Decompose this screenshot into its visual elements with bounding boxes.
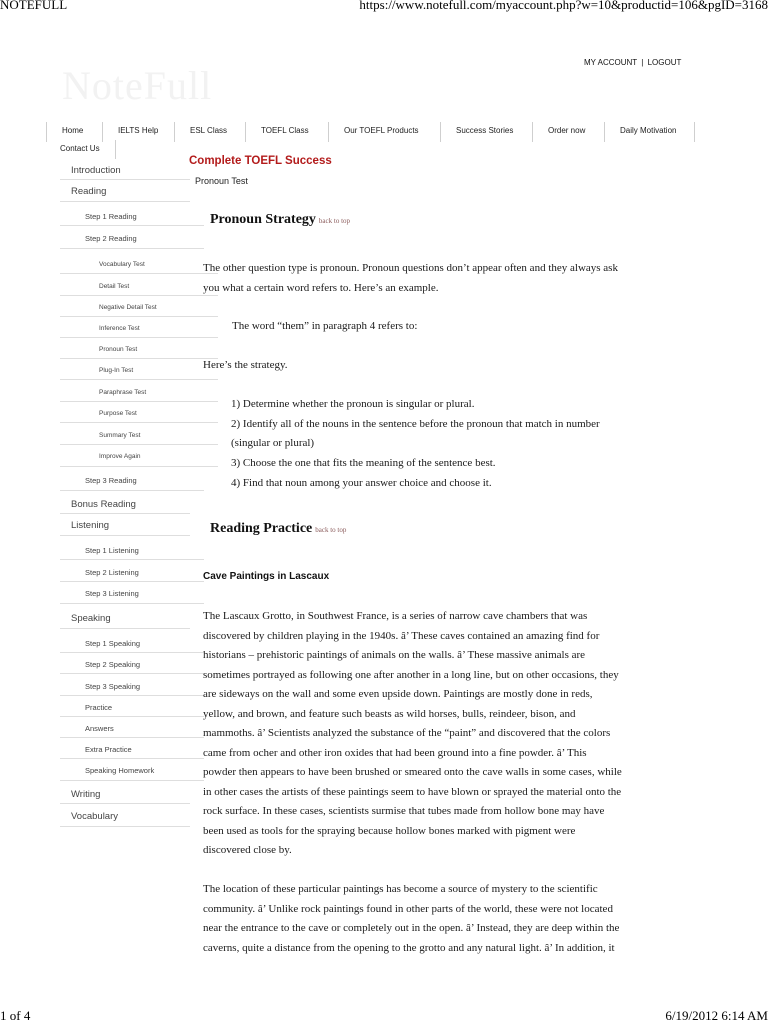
intro-line: you what a certain word refers to. Here’s an example. [203, 281, 439, 294]
nav-ielts-help[interactable]: IELTS Help [102, 122, 158, 142]
back-to-top-link[interactable]: back to top [318, 217, 351, 225]
url-bar[interactable]: https://www.notefull.com/myaccount.php?w=10&productid=106&pgID=3168 [359, 0, 768, 12]
passage-line: community. â’ Unlike rock paintings found in other parts of the world, these were not located [203, 902, 613, 915]
brand-title: Complete TOEFL Success [189, 155, 332, 167]
nav-toefl-class[interactable]: TOEFL Class [245, 122, 309, 142]
account-links [584, 58, 681, 67]
nav-success-stories[interactable]: Success Stories [440, 122, 513, 142]
passage-line: in other cases the artists of these paintings seem to have blown or sprayed the material onto the [203, 785, 622, 798]
sidebar-item-step2-speaking[interactable]: Step 2 Speaking [60, 655, 204, 674]
sidebar-item-step1-listening[interactable]: Step 1 Listening [60, 541, 204, 560]
passage-line: sometimes portrayed as following one after another in a long line, but on other occasions, they [203, 668, 619, 681]
sidebar-item-step3-reading[interactable]: Step 3 Reading [60, 471, 204, 491]
sidebar-item-vocabulary[interactable]: Vocabulary [60, 807, 190, 827]
passage-line: near the entrance to the cave or completely out in the open. â’ Instead, they are deep within the [203, 922, 620, 934]
sidebar-item-purpose-test[interactable]: Purpose Test [60, 404, 218, 423]
nav-divider [694, 122, 695, 142]
nav-contact-us[interactable]: Contact Us [60, 140, 116, 159]
passage-line: mammoths. â’ Scientists analyzed the substance of the “paint” and discovered that the colors [203, 727, 611, 739]
sidebar-item-extra-practice[interactable]: Extra Practice [60, 740, 204, 759]
passage-title: Cave Paintings in Lascaux [203, 571, 330, 582]
sidebar-item-negative-detail-test[interactable]: Negative Detail Test [60, 298, 218, 317]
sidebar-item-answers[interactable]: Answers [60, 719, 204, 738]
passage-line: historians – prehistoric paintings of animals on the walls. â’ These massive animals are [203, 649, 586, 661]
passage-line: powder then appears to have been brushed or smeared onto the cave walls in some cases, while [203, 766, 622, 778]
passage-line: are sideways on the wall and some even upside down. Paintings are mostly done in reds, [203, 688, 593, 700]
sidebar-item-step3-speaking[interactable]: Step 3 Speaking [60, 677, 204, 696]
strategy-steps-cont [231, 454, 681, 493]
sidebar-item-listening[interactable]: Listening [60, 516, 190, 536]
section-heading-strategy [210, 212, 350, 228]
sidebar-item-step2-reading[interactable]: Step 2 Reading [60, 229, 204, 249]
passage-line: discovered close by. [203, 844, 292, 856]
sidebar-item-plugin-test[interactable]: Plug-In Test [60, 361, 218, 380]
passage-line: yellow, and brown, and feature such beasts as wild horses, bulls, reindeer, bison, and [203, 707, 576, 720]
passage-line: been used as tools for the spraying because hollow bones marked with pigment were [203, 824, 576, 837]
back-to-top-link[interactable]: back to top [315, 526, 347, 534]
passage-line: caverns, quite a distance from the opening to the grotto and any natural light. â’ In addition, it [203, 941, 615, 954]
nav-toefl-products[interactable]: Our TOEFL Products [328, 122, 419, 142]
nav-esl-class[interactable]: ESL Class [174, 122, 227, 142]
site-logo[interactable]: NoteFull [62, 63, 213, 108]
practice-heading-text: Reading Practice [210, 521, 313, 536]
sidebar-item-step1-reading[interactable]: Step 1 Reading [60, 207, 204, 226]
print-datetime: 6/19/2012 6:14 AM [665, 1008, 768, 1023]
logout-link[interactable]: LOGOUT [647, 58, 682, 67]
passage-line: The Lascaux Grotto, in Southwest France, is a series of narrow cave chambers that was [203, 610, 588, 622]
passage-line: The location of these particular paintings has become a source of mystery to the scientific [203, 883, 598, 895]
page-number: 1 of 4 [0, 1008, 31, 1023]
nav-order-now[interactable]: Order now [532, 122, 585, 142]
sidebar-item-summary-test[interactable]: Summary Test [60, 426, 218, 445]
sidebar-item-reading[interactable]: Reading [60, 182, 190, 202]
sidebar-item-detail-test[interactable]: Detail Test [60, 277, 218, 296]
example-question: The word “them” in paragraph 4 refers to: [232, 320, 418, 332]
sidebar-item-speaking[interactable]: Speaking [60, 609, 190, 629]
sidebar-item-step3-listening[interactable]: Step 3 Listening [60, 584, 204, 604]
sidebar-item-inference-test[interactable]: Inference Test [60, 319, 218, 338]
tab-title: NOTEFULL [0, 0, 68, 12]
step-item-continued: (singular or plural) [231, 437, 315, 449]
intro-line: The other question type is pronoun. Pronoun questions don’t appear often and they always ask [203, 262, 618, 274]
sidebar-item-step2-listening[interactable]: Step 2 Listening [60, 563, 204, 582]
page-subtitle: Pronoun Test [195, 176, 248, 186]
step-item: 2) Identify all of the nouns in the sentence before the pronoun that match in number [231, 417, 600, 430]
sidebar-item-improve-again[interactable]: Improve Again [60, 447, 218, 467]
passage-line: came from ocher and other iron oxides that had been ground into a fine powder. â’ This [203, 746, 587, 759]
sidebar-item-pronoun-test[interactable]: Pronoun Test [60, 340, 218, 359]
sidebar-item-writing[interactable]: Writing [60, 785, 190, 804]
strategy-heading-text: Pronoun Strategy [210, 212, 316, 227]
step-item: 4) Find that noun among your answer choice and choose it. [231, 476, 492, 489]
passage-line: discovered by children playing in the 1940s. â’ These caves contained an amazing find for [203, 629, 600, 642]
nav-daily-motivation[interactable]: Daily Motivation [604, 122, 676, 142]
sidebar-item-bonus-reading[interactable]: Bonus Reading [60, 495, 190, 514]
step-item: 3) Choose the one that fits the meaning of the sentence best. [231, 457, 496, 469]
sidebar-item-step1-speaking[interactable]: Step 1 Speaking [60, 634, 204, 653]
strategy-steps [231, 395, 681, 434]
passage-line: rock surface. In these cases, scientists surmise that tubes made from hollow bone may have [203, 805, 605, 817]
sidebar-item-vocabulary-test[interactable]: Vocabulary Test [60, 255, 218, 274]
passage-paragraph-2 [203, 880, 681, 958]
strategy-intro: Here’s the strategy. [203, 359, 288, 371]
passage-paragraph-1 [203, 607, 681, 861]
intro-paragraph [203, 259, 681, 298]
sidebar-item-introduction[interactable]: Introduction [60, 161, 190, 180]
account-separator: | [641, 58, 644, 67]
nav-home[interactable]: Home [46, 122, 83, 142]
sidebar-item-practice[interactable]: Practice [60, 698, 204, 717]
main-nav [46, 122, 696, 142]
my-account-link[interactable]: MY ACCOUNT [584, 58, 638, 67]
sidebar-item-speaking-homework[interactable]: Speaking Homework [60, 761, 204, 781]
step-item: 1) Determine whether the pronoun is singular or plural. [231, 398, 475, 410]
sidebar-item-paraphrase-test[interactable]: Paraphrase Test [60, 383, 218, 402]
section-heading-practice [210, 521, 346, 537]
